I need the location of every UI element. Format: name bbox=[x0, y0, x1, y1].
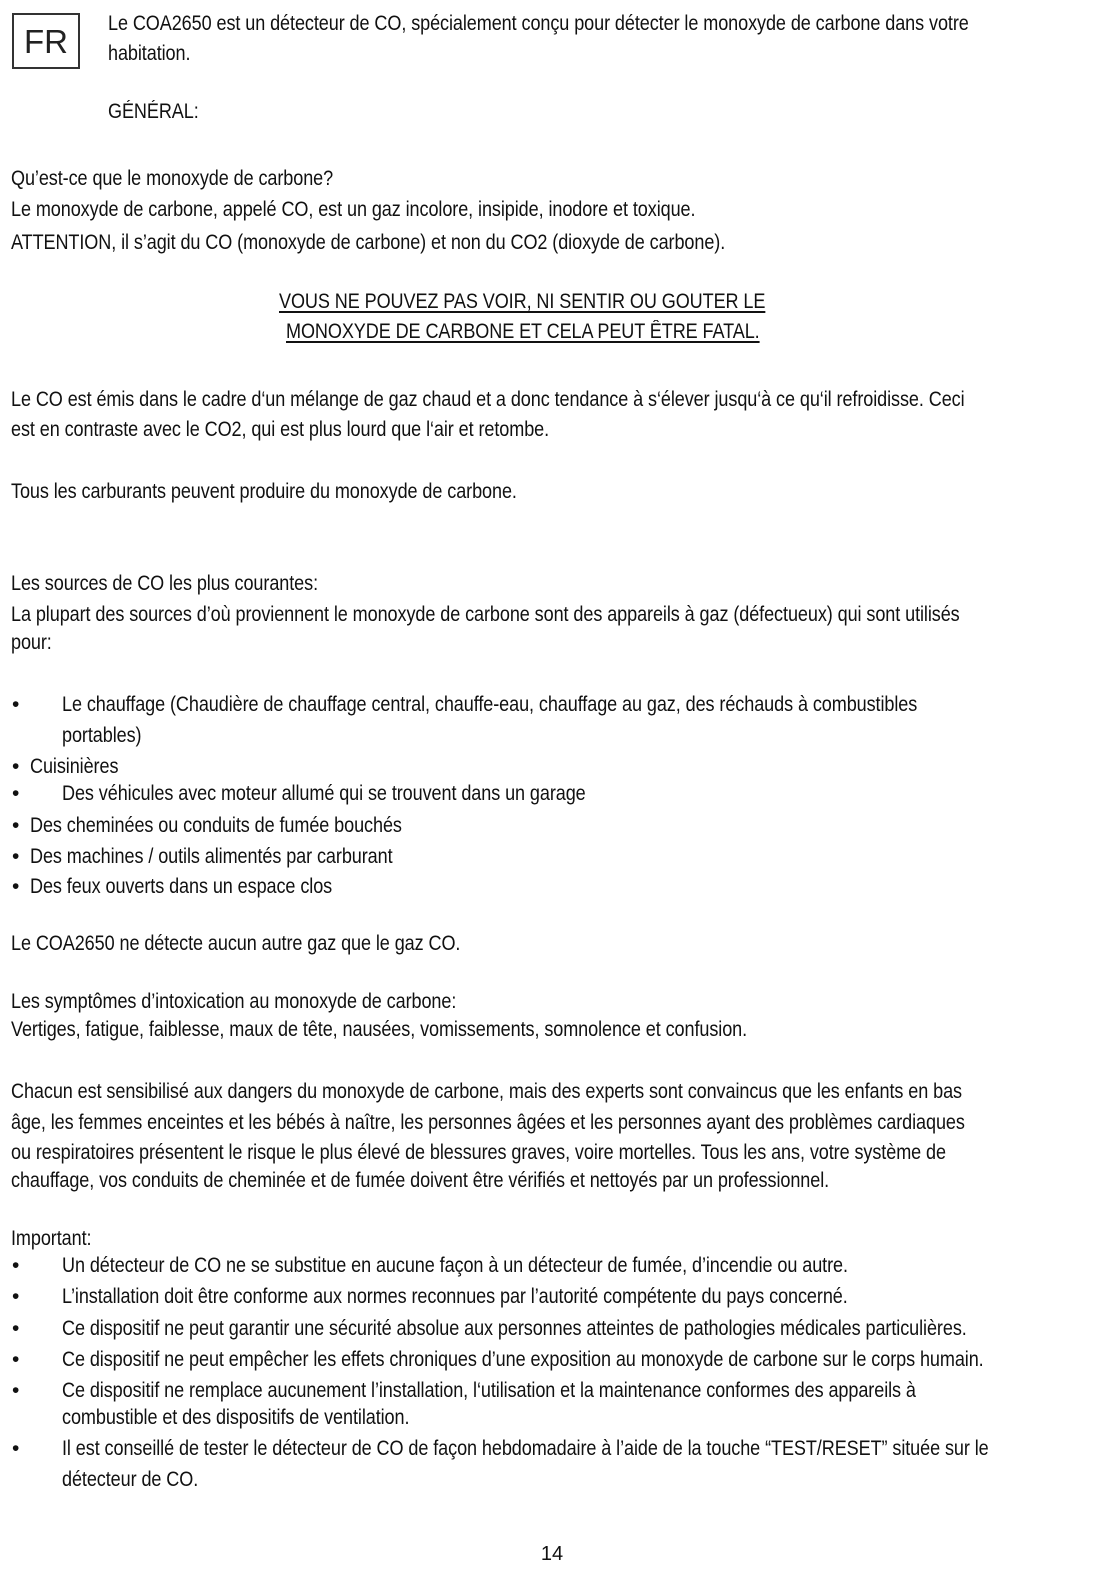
bullet: • bbox=[12, 1348, 20, 1371]
co-question: Qu’est-ce que le monoxyde de carbone? bbox=[11, 167, 334, 190]
important-item-4: Ce dispositif ne peut empêcher les effets chroniques d’une exposition au monoxyde de carbone sur le corps humain. bbox=[62, 1348, 984, 1371]
awareness-line-4: chauffage, vos conduits de cheminée et de fumée doivent être vérifiés et nettoyés par un professionnel. bbox=[11, 1169, 830, 1192]
co-attention: ATTENTION, il s’agit du CO (monoxyde de carbone) et non du CO2 (dioxyde de carbone). bbox=[11, 231, 726, 254]
bullet: • bbox=[12, 814, 20, 837]
bullet: • bbox=[12, 875, 20, 898]
important-item-5: Ce dispositif ne remplace aucunement l’installation, l‘utilisation et la maintenance conformes des appareils à bbox=[62, 1379, 916, 1402]
emission-line-2: est en contraste avec le CO2, qui est plus lourd que l‘air et retombe. bbox=[11, 418, 550, 441]
bullet: • bbox=[12, 693, 20, 716]
sources-intro-line-2: pour: bbox=[11, 631, 52, 654]
warning-line-2: MONOXYDE DE CARBONE ET CELA PEUT ÊTRE FATAL. bbox=[286, 320, 760, 343]
important-heading: Important: bbox=[11, 1227, 92, 1250]
source-item-open-fires: Des feux ouverts dans un espace clos bbox=[30, 875, 333, 898]
source-item-machines: Des machines / outils alimentés par carburant bbox=[30, 845, 393, 868]
symptoms-list: Vertiges, fatigue, faiblesse, maux de tête, nausées, vomissements, somnolence et confusion. bbox=[11, 1018, 748, 1041]
important-item-1: Un détecteur de CO ne se substitue en aucune façon à un détecteur de fumée, d’incendie ou autre. bbox=[62, 1254, 848, 1277]
intro-line-2: habitation. bbox=[108, 42, 191, 65]
source-item-chimneys: Des cheminées ou conduits de fumée bouchés bbox=[30, 814, 402, 837]
page-number: 14 bbox=[540, 1543, 564, 1565]
bullet: • bbox=[12, 1285, 20, 1308]
important-item-3: Ce dispositif ne peut garantir une sécurité absolue aux personnes atteintes de pathologies médicales particulières. bbox=[62, 1317, 967, 1340]
general-heading: GÉNÉRAL: bbox=[108, 100, 199, 123]
important-item-6-cont: détecteur de CO. bbox=[62, 1468, 199, 1491]
bullet: • bbox=[12, 1254, 20, 1277]
important-item-6: Il est conseillé de tester le détecteur de CO de façon hebdomadaire à l’aide de la touche “TEST/RESET” située sur le bbox=[62, 1437, 989, 1460]
important-item-2: L’installation doit être conforme aux normes reconnues par l’autorité compétente du pays concerné. bbox=[62, 1285, 848, 1308]
symptoms-heading: Les symptômes d’intoxication au monoxyde de carbone: bbox=[11, 990, 457, 1013]
bullet: • bbox=[12, 1437, 20, 1460]
source-item-heating: Le chauffage (Chaudière de chauffage central, chauffe-eau, chauffage au gaz, des réchauds à combustibles bbox=[62, 693, 918, 716]
awareness-line-3: ou respiratoires présentent le risque le plus élevé de blessures graves, voire mortelles. Tous les ans, votre système de bbox=[11, 1141, 946, 1164]
fuels-statement: Tous les carburants peuvent produire du monoxyde de carbone. bbox=[11, 480, 517, 503]
bullet: • bbox=[12, 755, 20, 778]
emission-line-1: Le CO est émis dans le cadre d‘un mélange de gaz chaud et a donc tendance à s‘élever jusqu‘à ce qu‘il refroidisse. Ceci bbox=[11, 388, 965, 411]
source-item-vehicles: Des véhicules avec moteur allumé qui se trouvent dans un garage bbox=[62, 782, 586, 805]
sources-heading: Les sources de CO les plus courantes: bbox=[11, 572, 319, 595]
language-badge bbox=[12, 13, 80, 69]
sources-intro-line-1: La plupart des sources d’où proviennent le monoxyde de carbone sont des appareils à gaz (défectueux) qui sont utilisés bbox=[11, 603, 960, 626]
warning-line-1: VOUS NE POUVEZ PAS VOIR, NI SENTIR OU GOUTER LE bbox=[279, 290, 766, 313]
only-co-statement: Le COA2650 ne détecte aucun autre gaz que le gaz CO. bbox=[11, 932, 461, 955]
intro-line-1: Le COA2650 est un détecteur de CO, spécialement conçu pour détecter le monoxyde de carbone dans votre bbox=[108, 12, 969, 35]
bullet: • bbox=[12, 782, 20, 805]
co-definition: Le monoxyde de carbone, appelé CO, est un gaz incolore, insipide, inodore et toxique. bbox=[11, 198, 696, 221]
bullet: • bbox=[12, 1317, 20, 1340]
bullet: • bbox=[12, 1379, 20, 1402]
source-item-heating-cont: portables) bbox=[62, 724, 142, 747]
awareness-line-2: âge, les femmes enceintes et les bébés à naître, les personnes âgées et les personnes ayant des problèmes cardiaques bbox=[11, 1111, 965, 1134]
source-item-stoves: Cuisinières bbox=[30, 755, 119, 778]
language-badge-label: FR bbox=[24, 23, 68, 60]
awareness-line-1: Chacun est sensibilisé aux dangers du monoxyde de carbone, mais des experts sont convaincus que les enfants en bas bbox=[11, 1080, 962, 1103]
bullet: • bbox=[12, 845, 20, 868]
important-item-5-cont: combustible et des dispositifs de ventilation. bbox=[62, 1406, 410, 1429]
